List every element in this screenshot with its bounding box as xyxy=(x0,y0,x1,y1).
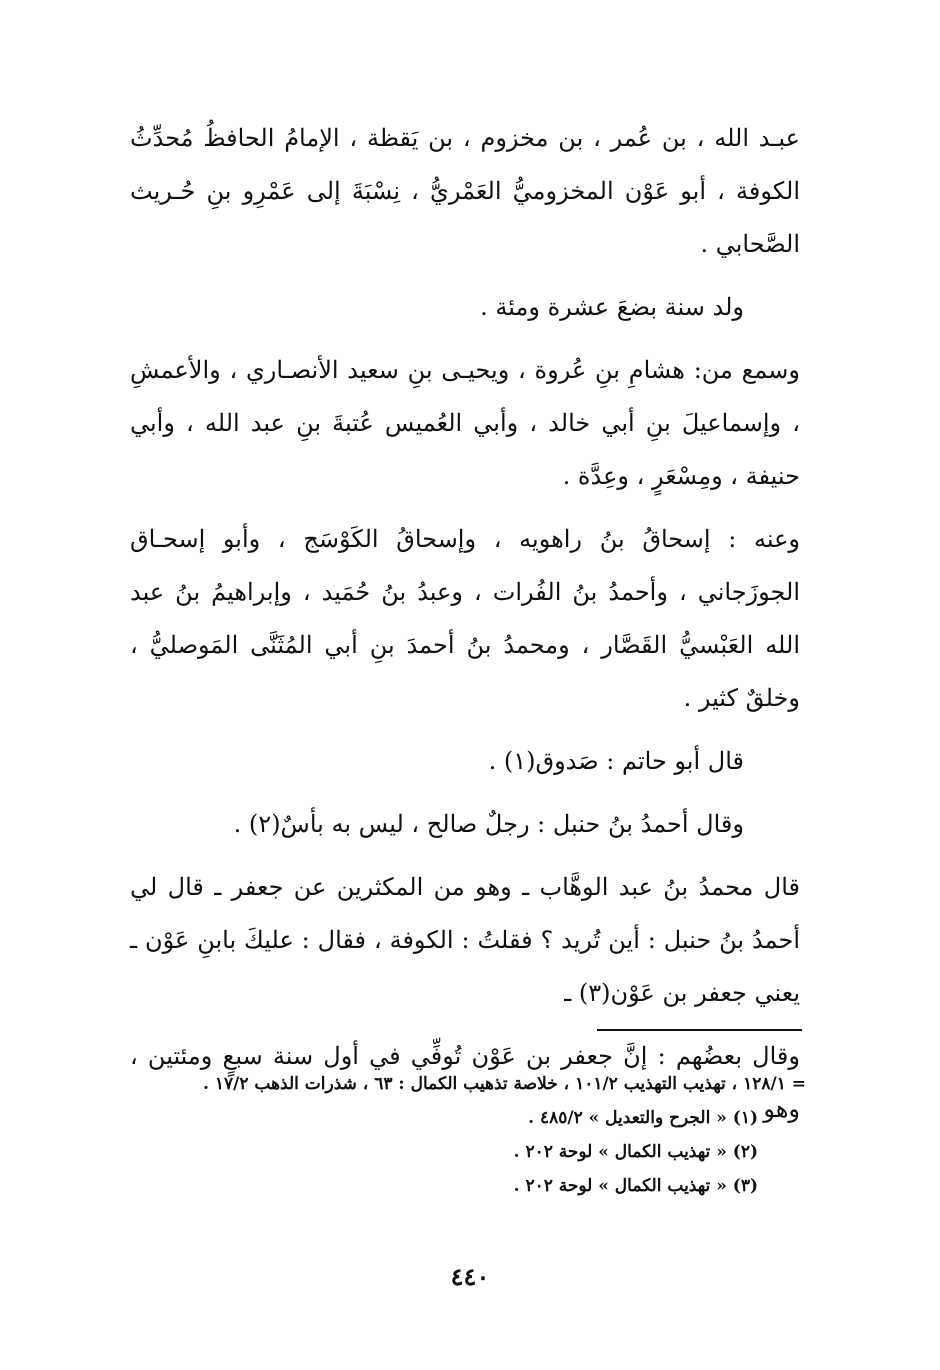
paragraph-death: وقال بعضُهم : إنَّ جعفر بن عَوْن تُوفِّي في أول سنة سبعٍ ومئتين ، وهو xyxy=(130,1042,800,1123)
paragraph-heard-from: وسمع من: هشامِ بنِ عُروة ، ويحيـى بنِ سعيد الأنصـاري ، والأعمشِ ، وإسماعيلَ بنِ أبي خالد ، وأبي العُميس عُتبةَ بنِ عبد الله ، وأبي حنيفة ، ومِسْعَرٍ ، وعِدَّة . xyxy=(130,356,801,490)
paragraph-birth: ولد سنة بضعَ عشرة ومئة . xyxy=(480,293,744,321)
footnote-2: (٢) « تهذيب الكمال » لوحة ٢٠٢ . xyxy=(513,1142,758,1162)
paragraph-abu-hatim: قال أبو حاتم : صَدوق(١) . xyxy=(488,747,744,775)
footnote-3: (٣) « تهذيب الكمال » لوحة ٢٠٢ . xyxy=(513,1176,758,1196)
paragraph-lineage: عبـد الله ، بن عُمر ، بن مخزوم ، بن يَقظة ، الإمامُ الحافظُ مُحدِّثُ الكوفة ، أبو عَوْن المخزوميُّ العَمْريُّ ، نِسْبَةَ إلى عَمْرِو بنِ حُـريث الصَّحابي . xyxy=(130,124,800,258)
footnote-1: (١) « الجرح والتعديل » ٤٨٥/٢ . xyxy=(528,1108,758,1128)
paragraph-narrators: وعنه : إسحاقُ بنُ راهويه ، وإسحاقُ الكَوْسَج ، وأبو إسحـاق الجوزَجاني ، وأحمدُ بنُ الفُرات ، وعبدُ بنُ حُمَيد ، وإبراهيمُ بنُ عبد الله العَبْسيُّ القَصَّار ، ومحمدُ بنُ أحمدَ بنِ أبي المُثَنَّى المَوصليُّ ، وخلقٌ كثير . xyxy=(130,525,800,712)
page-number: ٤٤٠ xyxy=(450,1262,490,1291)
main-text xyxy=(130,112,800,1146)
paragraph-abdulwahhab: قال محمدُ بنُ عبد الوهَّاب ـ وهو من المكثرين عن جعفر ـ قال لي أحمدُ بنُ حنبل : أين تُريد ؟ فقلتُ : الكوفة ، فقال : عليكَ بابنِ عَوْن ـ يعني جعفر بن عَوْن(٣) ـ xyxy=(130,873,800,1007)
footnote-divider xyxy=(597,1029,802,1031)
paragraph-ahmad: وقال أحمدُ بنُ حنبل : رجلٌ صالح ، ليس به بأسٌ(٢) . xyxy=(233,810,744,838)
footnote-continuation: = ١٢٨/١ ، تهذيب التهذيب ١٠١/٢ ، خلاصة تذهيب الكمال : ٦٣ ، شذرات الذهب ١٧/٢ . xyxy=(203,1074,806,1094)
footnotes xyxy=(130,1067,806,1203)
